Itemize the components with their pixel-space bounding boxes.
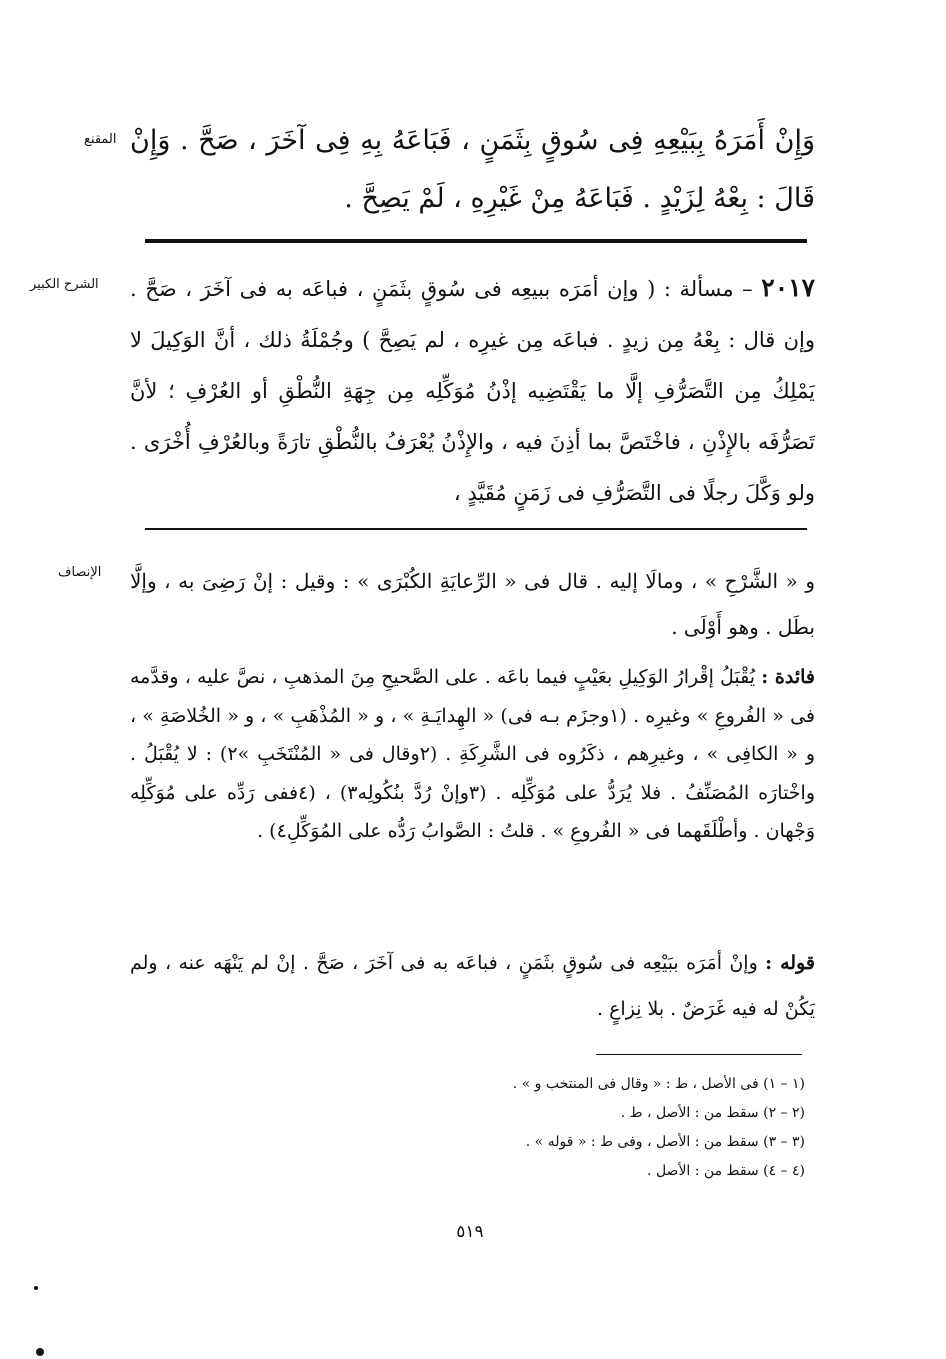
insaf-paragraph-3: [130, 940, 815, 1032]
section-label-sharh: الشرح الكبير: [30, 277, 99, 292]
footnotes: [300, 1070, 805, 1186]
sharh-text: – مسألة : ( وإن أمَرَه ببيعِه فى سُوقٍ بثَمَنٍ ، فباعَه به فى آخَرَ ، صَحَّ . وإن قال : بِعْهُ مِن زيدٍ . فباعَه مِن غيرِه ، لم يَصِحَّ ) وجُمْلَةُ ذلك ، أنَّ الوَكِيلَ لا يَمْلِكُ مِن التَّصَرُّفِ إلَّا ما يَقْتَضِيه إذْنُ مُوَكِّلِه مِن جِهَةِ النُّطْقِ أو العُرْفِ ؛ لأنَّ تَصَرُّفَه بالإِذْنِ ، فاخْتَصَّ بما أذِنَ فيه ، والإِذْنُ يُعْرَفُ بالنُّطْقِ تارَةً وبالعُرْفِ أُخْرَى . ولو وَكَّلَ رجلًا فى التَّصَرُّفِ فى زَمَنٍ مُقَيَّدٍ ،: [130, 277, 815, 505]
scan-speck: [34, 1286, 38, 1290]
qawluhu-text: وإنْ أمَرَه ببَيْعِه فى سُوقٍ بثَمَنٍ ، فباعَه به فى آخَرَ ، صَحَّ . إنْ لم يَنْهَه عنه ، ولم يَكُنْ له فيه غَرَضٌ . بلا نِزاعٍ .: [130, 952, 815, 1020]
footnote-2: (٢ – ٢) سقط من : الأصل ، ط .: [620, 1105, 805, 1121]
muqni-text: وَإِنْ أَمَرَهُ بِبَيْعِهِ فِى سُوقٍ بِثَمَنٍ ، فَبَاعَهُ بِهِ فِى آخَرَ ، صَحَّ . وَإِنْ قَالَ : بِعْهُ لِزَيْدٍ . فَبَاعَهُ مِنْ غَيْرِهِ ، لَمْ يَصِحَّ .: [130, 125, 815, 214]
footnote-1: (١ – ١) فى الأصل ، ط : « وقال فى المنتخب و » .: [512, 1076, 805, 1092]
insaf-paragraph-2: [130, 658, 815, 851]
sharh-paragraph: [130, 262, 815, 519]
page-number: ٥١٩: [456, 1222, 484, 1242]
footnote-rule: [596, 1054, 802, 1055]
footnote-3: (٣ – ٣) سقط من : الأصل ، وفى ط : « قوله » .: [525, 1134, 805, 1150]
section-label-muqni: المقنع: [84, 132, 117, 147]
section-divider-thick: [145, 239, 807, 243]
benefit-heading: فائدة :: [761, 666, 815, 688]
section-divider-thin: [145, 528, 807, 530]
insaf-paragraph-1: و « الشَّرْحِ » ، ومالَا إليه . قال فى « الرِّعايَةِ الكُبْرَى » : وقيل : إنْ رَضِىَ به ، وإلَّا بطَل . وهو أَوْلَى .: [130, 569, 815, 639]
issue-number: ٢٠١٧: [761, 273, 815, 302]
qawluhu-heading: قوله :: [765, 952, 815, 974]
section-label-insaf: الإنصاف: [58, 565, 102, 580]
benefit-text: يُقْبَلُ إقْرارُ الوَكِيلِ بعَيْبٍ فيما باعَه . على الصَّحيحِ مِنَ المذهبِ ، نصَّ عليه ، وقدَّمه فى « الفُروعِ » وغيرِه . (١وجزَم بـه فى) « الهِدايَـةِ » ، و « المُذْهَبِ » ، و « الخُلاصَةِ » ، و « الكافِى » ، وغيرِهم ، ذكَرُوه فى الشَّرِكَةِ . (٢وقال فى « المُنْتَخَبِ »٢) : لا يُقْبَلُ . واخْتارَه المُصَنِّفُ . فلا يُرَدُّ على مُوَكِّلِه . (٣وإنْ رُدَّ بنُكُولِه٣) ، (٤ففى رَدِّه على مُوَكِّلِه وَجْهان . وأطْلَقَهما فى « الفُروعِ » . قلتُ : الصَّوابُ رَدُّه على المُوَكِّلِ٤) .: [130, 666, 816, 842]
footnote-4: (٤ – ٤) سقط من : الأصل .: [647, 1163, 805, 1179]
scan-speck: [36, 1348, 44, 1356]
